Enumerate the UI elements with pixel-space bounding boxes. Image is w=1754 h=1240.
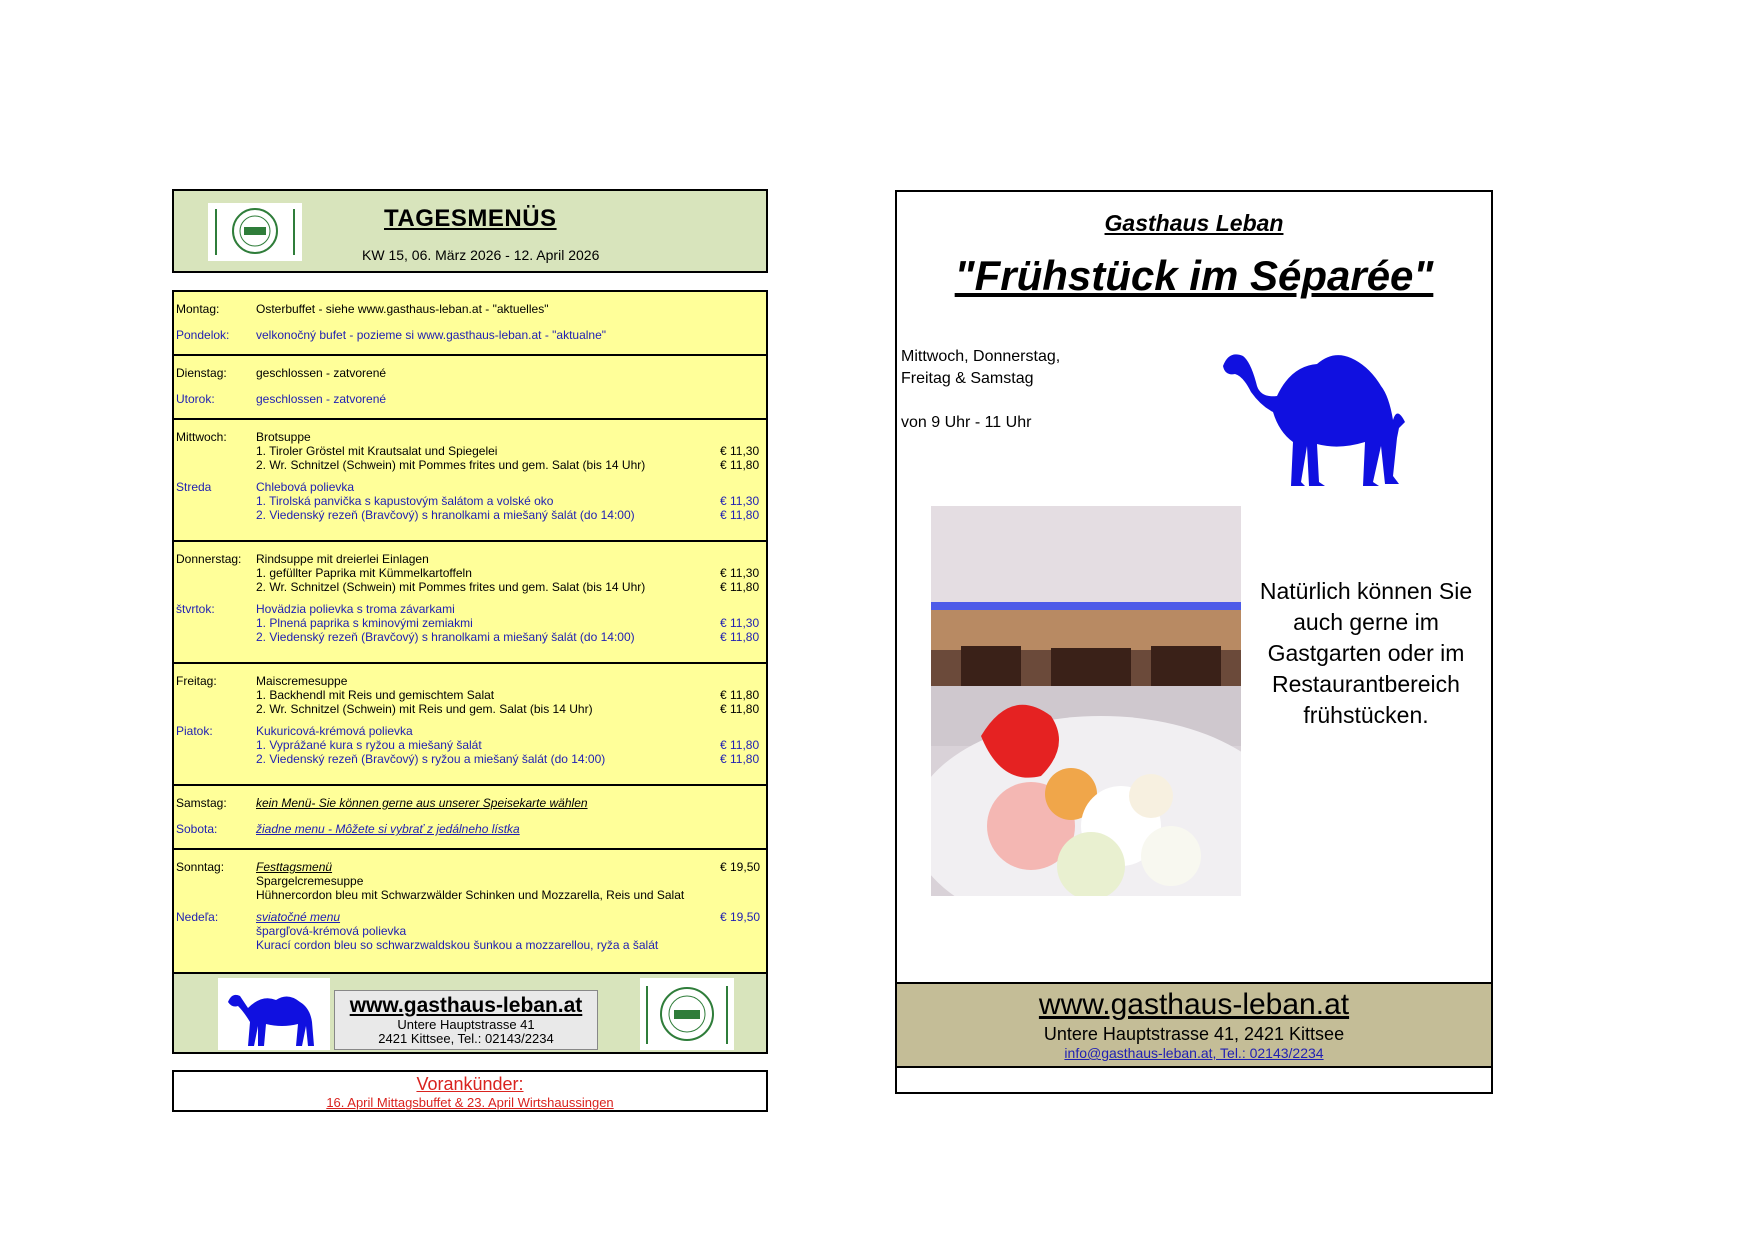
menu-day-label: Dienstag: [176,366,227,380]
menu-dish: Rindsuppe mit dreierlei Einlagen [256,552,429,566]
menu-day-label: Samstag: [176,796,227,810]
menu-dish: velkonočný bufet - pozieme si www.gasthaus-leban.at - "aktualne" [256,328,607,342]
menu-dish: 2. Wr. Schnitzel (Schwein) mit Pommes frites und gem. Salat (bis 14 Uhr) [256,458,646,472]
menu-dish: sviatočné menu [256,910,341,924]
menu-price: € 11,80 [720,738,760,752]
menu-dish: 2. Viedenský rezeň (Bravčový) s hranolkami a miešaný šalát (do 14:00) [256,630,635,644]
menu-day-row [174,540,766,662]
menu-dish: Brotsuppe [256,430,311,444]
menu-dish: 1. Tirolská panvička s kapustovým šalátom a volské oko [256,494,554,508]
regional-seal-icon [640,978,734,1050]
footer-city: 2421 Kittsee, Tel.: 02143/2234 [378,1031,554,1046]
menu-header [172,189,768,273]
menu-dish: špargľová-krémová polievka [256,924,407,938]
flyer-days-line2: Freitag & Samstag [901,370,1034,387]
menu-day-label: Pondelok: [176,328,230,342]
menu-dish: geschlossen - zatvorené [256,392,387,406]
menu-day-row [174,784,766,848]
menu-price: € 11,30 [720,616,760,630]
regional-seal-icon [208,203,302,261]
menu-price: € 11,80 [720,688,760,702]
menu-price: € 11,80 [720,508,760,522]
menu-day-label: Piatok: [176,724,213,738]
menu-day-label: Sonntag: [176,860,225,874]
menu-price: € 11,30 [720,494,760,508]
menu-dish: Hühnercordon bleu mit Schwarzwälder Schinken und Mozzarella, Reis und Salat [256,888,685,902]
menu-dish: Festtagsmenü [256,860,333,874]
menu-price: € 11,80 [720,702,760,716]
menu-day-label: Mittwoch: [176,430,227,444]
menu-day-label: Utorok: [176,392,215,406]
menu-day-row [174,662,766,784]
menu-dish: 2. Viedenský rezeň (Bravčový) s hranolkami a miešaný šalát (do 14:00) [256,508,635,522]
menu-dish: geschlossen - zatvorené [256,366,387,380]
flyer-days [901,346,1060,390]
menu-dish: 1. Tiroler Gröstel mit Krautsalat und Spiegelei [256,444,498,458]
menu-day-label: Streda [176,480,212,494]
menu-price: € 11,80 [720,630,760,644]
breakfast-flyer [895,190,1493,1094]
menu-dish: Maiscremesuppe [256,674,348,688]
menu-price: € 19,50 [720,860,761,874]
footer-street: Untere Hauptstrasse 41 [397,1017,535,1032]
menu-day-row [174,354,766,418]
preview-title: Vorankünder: [416,1074,524,1094]
menu-day-label: Freitag: [176,674,217,688]
menu-week: KW 15, 06. März 2026 - 12. April 2026 [362,247,600,263]
restaurant-photo [931,506,1241,896]
flyer-hours: von 9 Uhr - 11 Uhr [901,414,1032,431]
menu-price: € 11,30 [720,566,760,580]
flyer-headline: "Frühstück im Séparée" [954,252,1434,299]
menu-dish: 1. gefüllter Paprika mit Kümmelkartoffeln [256,566,472,580]
menu-title: TAGESMENÜS [384,205,557,232]
camel-icon [218,978,330,1050]
flyer-note: Natürlich können Sie auch gerne im Gastgarten oder im Restaurantbereich frühstücken. [1259,578,1473,728]
menu-day-row [174,418,766,540]
camel-icon [1221,346,1417,486]
menu-dish: Kurací cordon bleu so schwarzwaldskou šunkou a mozzarellou, ryža a šalát [256,938,659,952]
menu-dish: 1. Vyprážané kura s ryžou a miešaný šalát [256,738,482,752]
menu-price: € 19,50 [720,910,761,924]
menu-dish: Kukuricová-krémová polievka [256,724,413,738]
footer-url-link[interactable]: www.gasthaus-leban.at [349,994,583,1017]
preview-box [172,1070,768,1112]
flyer-name: Gasthaus Leban [1104,210,1284,236]
menu-dish: 2. Wr. Schnitzel (Schwein) mit Reis und gem. Salat (bis 14 Uhr) [256,702,593,716]
flyer-days-line1: Mittwoch, Donnerstag, [901,348,1061,365]
menu-price: € 11,80 [720,580,760,594]
menu-price: € 11,80 [720,458,760,472]
menu-price: € 11,30 [720,444,760,458]
menu-day-label: Montag: [176,302,220,316]
menu-table [172,290,768,1054]
menu-dish: Spargelcremesuppe [256,874,364,888]
menu-day-label: štvrtok: [176,602,215,616]
flyer-address: Untere Hauptstrasse 41, 2421 Kittsee [1043,1024,1345,1044]
menu-day-label: Nedeľa: [176,910,219,924]
menu-dish: Hovädzia polievka s troma závarkami [256,602,455,616]
menu-dish: Chlebová polievka [256,480,355,494]
menu-dish: 2. Wr. Schnitzel (Schwein) mit Pommes frites und gem. Salat (bis 14 Uhr) [256,580,646,594]
footer-address-box [334,990,598,1050]
menu-dish: žiadne menu - Môžete si vybrať z jedálneho lístka [256,822,520,836]
menu-dish: 2. Viedenský rezeň (Bravčový) s ryžou a miešaný šalát (do 14:00) [256,752,606,766]
menu-day-label: Sobota: [176,822,218,836]
menu-day-row [174,292,766,354]
preview-text[interactable]: 16. April Mittagsbuffet & 23. April Wirtshaussingen [326,1095,614,1110]
flyer-url-link[interactable]: www.gasthaus-leban.at [1038,988,1350,1021]
menu-dish: 1. Backhendl mit Reis und gemischtem Salat [256,688,495,702]
menu-dish: 1. Plnená paprika s kminovými zemiakmi [256,616,473,630]
menu-day-row [174,848,766,970]
menu-price: € 11,80 [720,752,760,766]
menu-footer [174,972,766,1052]
menu-day-label: Donnerstag: [176,552,242,566]
menu-dish: kein Menü- Sie können gerne aus unserer Speisekarte wählen [256,796,588,810]
flyer-footer [897,982,1491,1068]
menu-dish: Osterbuffet - siehe www.gasthaus-leban.at - "aktuelles" [256,302,549,316]
flyer-contact-link[interactable]: info@gasthaus-leban.at, Tel.: 02143/2234 [1064,1045,1324,1061]
